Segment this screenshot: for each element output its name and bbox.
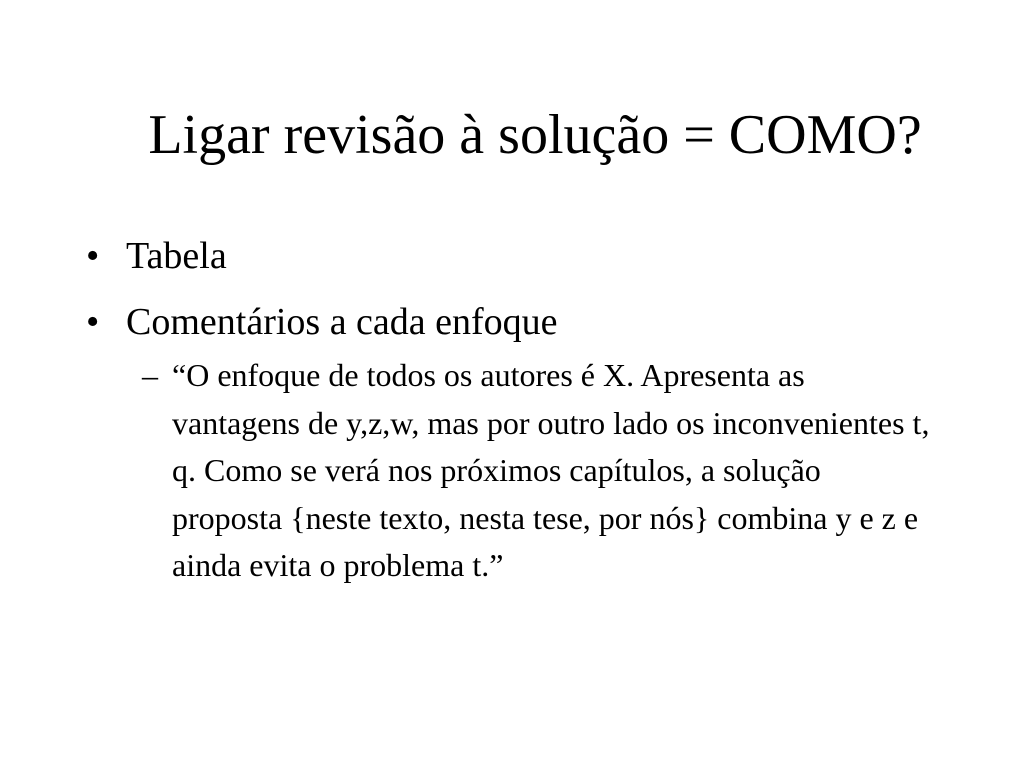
sub-bullet-item (142, 352, 937, 590)
slide-content (86, 232, 966, 590)
bullet-item (86, 232, 966, 280)
bullet-item (86, 298, 966, 346)
bullet-marker: • (86, 301, 100, 343)
bullet-text: Comentários a cada enfoque (126, 301, 558, 343)
sub-bullet-marker: – (142, 357, 158, 393)
slide-title: Ligar revisão à solução = COMO? (148, 104, 922, 166)
bullet-marker: • (86, 235, 100, 277)
sub-bullet-text: “O enfoque de todos os autores é X. Apresenta as vantagens de y,z,w, mas por outro lado os inconvenientes t, q. Como se verá nos próximos capítulos, a solução proposta {neste texto, nesta tese, por nós} combina y e z e ainda evita o problema t.” (172, 357, 930, 583)
bullet-text: Tabela (126, 235, 227, 277)
